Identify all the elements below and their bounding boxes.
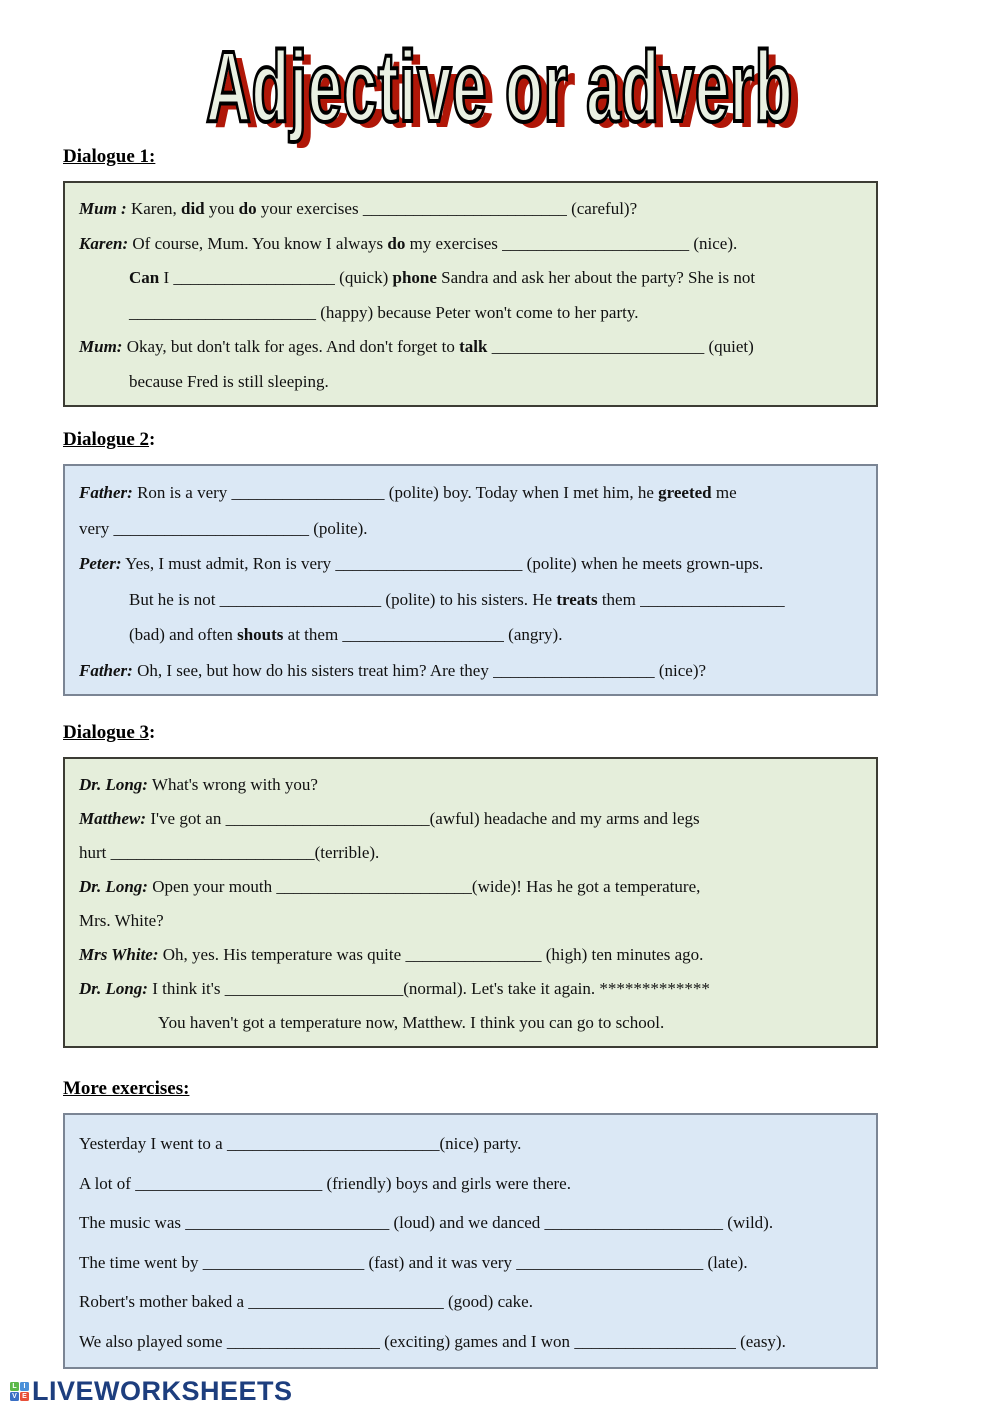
- worksheet-line: [79, 261, 862, 296]
- worksheet-line: [79, 192, 862, 227]
- line-text: phone: [392, 268, 437, 287]
- line-text: (fast) and it was very: [364, 1252, 517, 1272]
- line-text: (loud) and we danced: [389, 1213, 545, 1232]
- section-more-exercises: [63, 1078, 943, 1369]
- blank-field[interactable]: ___________________: [202, 1252, 365, 1272]
- line-text: (polite) when he meets grown-ups.: [522, 554, 764, 573]
- worksheet-line: [79, 836, 862, 870]
- blank-field[interactable]: ___________________: [173, 268, 335, 287]
- worksheet-line: [79, 972, 862, 1006]
- line-text: The music was: [79, 1213, 186, 1232]
- line-text: (nice) party.: [439, 1134, 522, 1153]
- blank-field[interactable]: _________________________: [491, 337, 705, 356]
- speaker-name: Peter:: [79, 554, 122, 573]
- blank-field[interactable]: ______________________: [135, 1173, 323, 1193]
- line-text: Oh, yes. His temperature was quite: [158, 945, 406, 964]
- line-text: A lot of: [79, 1173, 136, 1193]
- line-text: (quiet): [704, 337, 754, 356]
- blank-field[interactable]: ___________________: [493, 660, 655, 680]
- blank-field[interactable]: _____________________: [224, 979, 404, 998]
- line-text: (awful) headache and my arms and legs: [429, 809, 700, 828]
- line-text: Ron is a very: [132, 483, 232, 502]
- worksheet-line: [79, 227, 862, 262]
- worksheet-line: [79, 1006, 862, 1040]
- line-text: Can: [129, 268, 160, 287]
- blank-field[interactable]: ______________________: [502, 233, 690, 253]
- blank-field[interactable]: _______________________: [113, 518, 309, 538]
- line-text: Karen,: [126, 199, 181, 218]
- worksheet-line: [79, 802, 862, 836]
- line-text: (polite) boy. Today when I met him, he: [384, 483, 659, 502]
- blank-field[interactable]: ________________: [405, 945, 542, 964]
- line-text: your exercises: [256, 199, 363, 218]
- section-heading: More exercises:: [63, 1078, 190, 1099]
- line-text: (terrible).: [314, 843, 380, 862]
- section-heading: Dialogue 2:: [63, 429, 156, 450]
- worksheet-line: [79, 330, 862, 365]
- blank-field[interactable]: _________________________: [226, 1134, 440, 1153]
- worksheet-line: [79, 1243, 862, 1283]
- blank-field[interactable]: ______________________: [516, 1252, 704, 1272]
- line-text: The time went by: [79, 1252, 203, 1272]
- blank-field[interactable]: ________________________: [110, 843, 315, 862]
- section-heading: Dialogue 1:: [63, 146, 156, 167]
- line-text: (easy).: [735, 1331, 786, 1351]
- line-text: Oh, I see, but how do his sisters treat him? Are they: [132, 660, 494, 680]
- speaker-name: Dr. Long:: [79, 775, 148, 794]
- worksheet-line: [79, 653, 862, 689]
- worksheet-line: [79, 1124, 862, 1164]
- worksheet-line: [79, 904, 862, 938]
- speaker-name: Dr. Long:: [79, 979, 148, 998]
- line-text: (nice)?: [654, 660, 707, 680]
- blank-field[interactable]: __________________: [231, 483, 385, 502]
- logo-square-i: I: [20, 1382, 29, 1391]
- line-text: (bad) and often: [129, 625, 238, 644]
- line-text: talk: [459, 337, 488, 356]
- line-text: (normal). Let's take it again. *************: [403, 979, 710, 998]
- line-text: (wide)! Has he got a temperature,: [471, 877, 701, 896]
- page-title: Adjective or adverb: [206, 31, 794, 143]
- blank-field[interactable]: _______________________: [276, 877, 472, 896]
- line-text: at them: [283, 625, 343, 644]
- line-text: (angry).: [503, 625, 563, 644]
- line-text: Yesterday I went to a: [79, 1134, 227, 1153]
- speaker-name: Mrs White:: [79, 945, 159, 964]
- line-text: I: [159, 268, 174, 287]
- liveworksheets-brand-text: LIVEWORKSHEETS: [32, 1376, 293, 1406]
- line-text: (happy) because Peter won't come to her party.: [316, 302, 639, 322]
- line-text: very: [79, 518, 114, 538]
- worksheet-line: [79, 475, 862, 511]
- line-text: Yes, I must admit, Ron is very: [121, 554, 336, 573]
- speaker-name: Mum:: [79, 337, 123, 356]
- speaker-name: Mum :: [79, 199, 127, 218]
- line-text: do: [387, 233, 406, 253]
- line-text: (good) cake.: [443, 1292, 533, 1311]
- speaker-name: Karen:: [79, 233, 129, 253]
- speaker-name: Matthew:: [79, 809, 147, 828]
- blank-field[interactable]: ______________________: [129, 302, 316, 322]
- blank-field[interactable]: __________________: [226, 1331, 380, 1351]
- blank-field[interactable]: ___________________: [219, 589, 382, 609]
- worksheet-line: [79, 546, 862, 582]
- section-dialogue-3: [63, 722, 943, 1048]
- blank-field[interactable]: _________________: [640, 589, 785, 609]
- line-text: Open your mouth: [147, 877, 277, 896]
- worksheet-line: [79, 582, 862, 618]
- blank-field[interactable]: ________________________: [185, 1213, 390, 1232]
- logo-square-e: E: [20, 1392, 29, 1401]
- section-box: [63, 181, 878, 407]
- line-text: (quick): [334, 268, 393, 287]
- line-text: Sandra and ask her about the party? She is not: [436, 268, 756, 287]
- line-text: (polite).: [308, 518, 368, 538]
- blank-field[interactable]: _____________________: [544, 1213, 724, 1232]
- line-text: Robert's mother baked a: [79, 1292, 249, 1311]
- section-box: [63, 757, 878, 1048]
- line-text: You haven't got a temperature now, Matthew. I think you can go to school.: [158, 1013, 665, 1032]
- line-text: (high) ten minutes ago.: [541, 945, 704, 964]
- line-text: (polite) to his sisters. He: [381, 589, 557, 609]
- worksheet-line: [79, 511, 862, 547]
- section-dialogue-2: [63, 429, 943, 696]
- liveworksheets-logo-icon: [10, 1382, 29, 1401]
- title-banner: [0, 0, 1000, 143]
- blank-field[interactable]: ________________________: [362, 199, 567, 218]
- blank-field[interactable]: ______________________: [335, 554, 523, 573]
- line-text: do: [238, 199, 257, 218]
- line-text: (nice).: [689, 233, 738, 253]
- blank-field[interactable]: _______________________: [248, 1292, 444, 1311]
- line-text: (careful)?: [566, 199, 638, 218]
- worksheet-line: [79, 938, 862, 972]
- speaker-name: Father:: [79, 660, 133, 680]
- line-text: me: [711, 483, 737, 502]
- line-text: (wild).: [723, 1213, 774, 1232]
- line-text: Of course, Mum. You know I always: [128, 233, 388, 253]
- line-text: hurt: [79, 843, 111, 862]
- section-dialogue-1: [63, 146, 943, 407]
- line-text: Okay, but don't talk for ages. And don't forget to: [122, 337, 460, 356]
- line-text: (friendly) boys and girls were there.: [322, 1173, 571, 1193]
- worksheet-line: [79, 365, 862, 400]
- section-box: [63, 1113, 878, 1369]
- line-text: I think it's: [147, 979, 225, 998]
- section-heading: Dialogue 3:: [63, 722, 156, 743]
- worksheet-line: [79, 870, 862, 904]
- worksheet-body: [63, 146, 943, 1369]
- logo-square-v: V: [10, 1392, 19, 1401]
- line-text: you: [204, 199, 239, 218]
- line-text: We also played some: [79, 1331, 227, 1351]
- liveworksheets-logo[interactable]: [10, 1376, 293, 1407]
- blank-field[interactable]: ___________________: [342, 625, 504, 644]
- blank-field[interactable]: ________________________: [225, 809, 430, 828]
- line-text: What's wrong with you?: [147, 775, 318, 794]
- speaker-name: Father:: [79, 483, 133, 502]
- line-text: them: [597, 589, 641, 609]
- blank-field[interactable]: ___________________: [574, 1331, 736, 1351]
- line-text: But he is not: [129, 589, 220, 609]
- worksheet-line: [79, 617, 862, 653]
- worksheet-line: [79, 296, 862, 331]
- worksheet-line: [79, 1282, 862, 1322]
- line-text: my exercises: [405, 233, 503, 253]
- worksheet-line: [79, 1322, 862, 1362]
- line-text: because Fred is still sleeping.: [129, 371, 329, 391]
- speaker-name: Dr. Long:: [79, 877, 148, 896]
- worksheet-line: [79, 1203, 862, 1243]
- line-text: Mrs. White?: [79, 911, 164, 930]
- line-text: treats: [556, 589, 598, 609]
- line-text: (exciting) games and I won: [379, 1331, 575, 1351]
- worksheet-line: [79, 1164, 862, 1204]
- section-box: [63, 464, 878, 696]
- line-text: (late).: [703, 1252, 748, 1272]
- line-text: did: [181, 199, 205, 218]
- logo-square-l: L: [10, 1382, 19, 1391]
- line-text: I've got an: [146, 809, 226, 828]
- worksheet-line: [79, 768, 862, 802]
- line-text: shouts: [237, 625, 284, 644]
- line-text: greeted: [658, 483, 712, 502]
